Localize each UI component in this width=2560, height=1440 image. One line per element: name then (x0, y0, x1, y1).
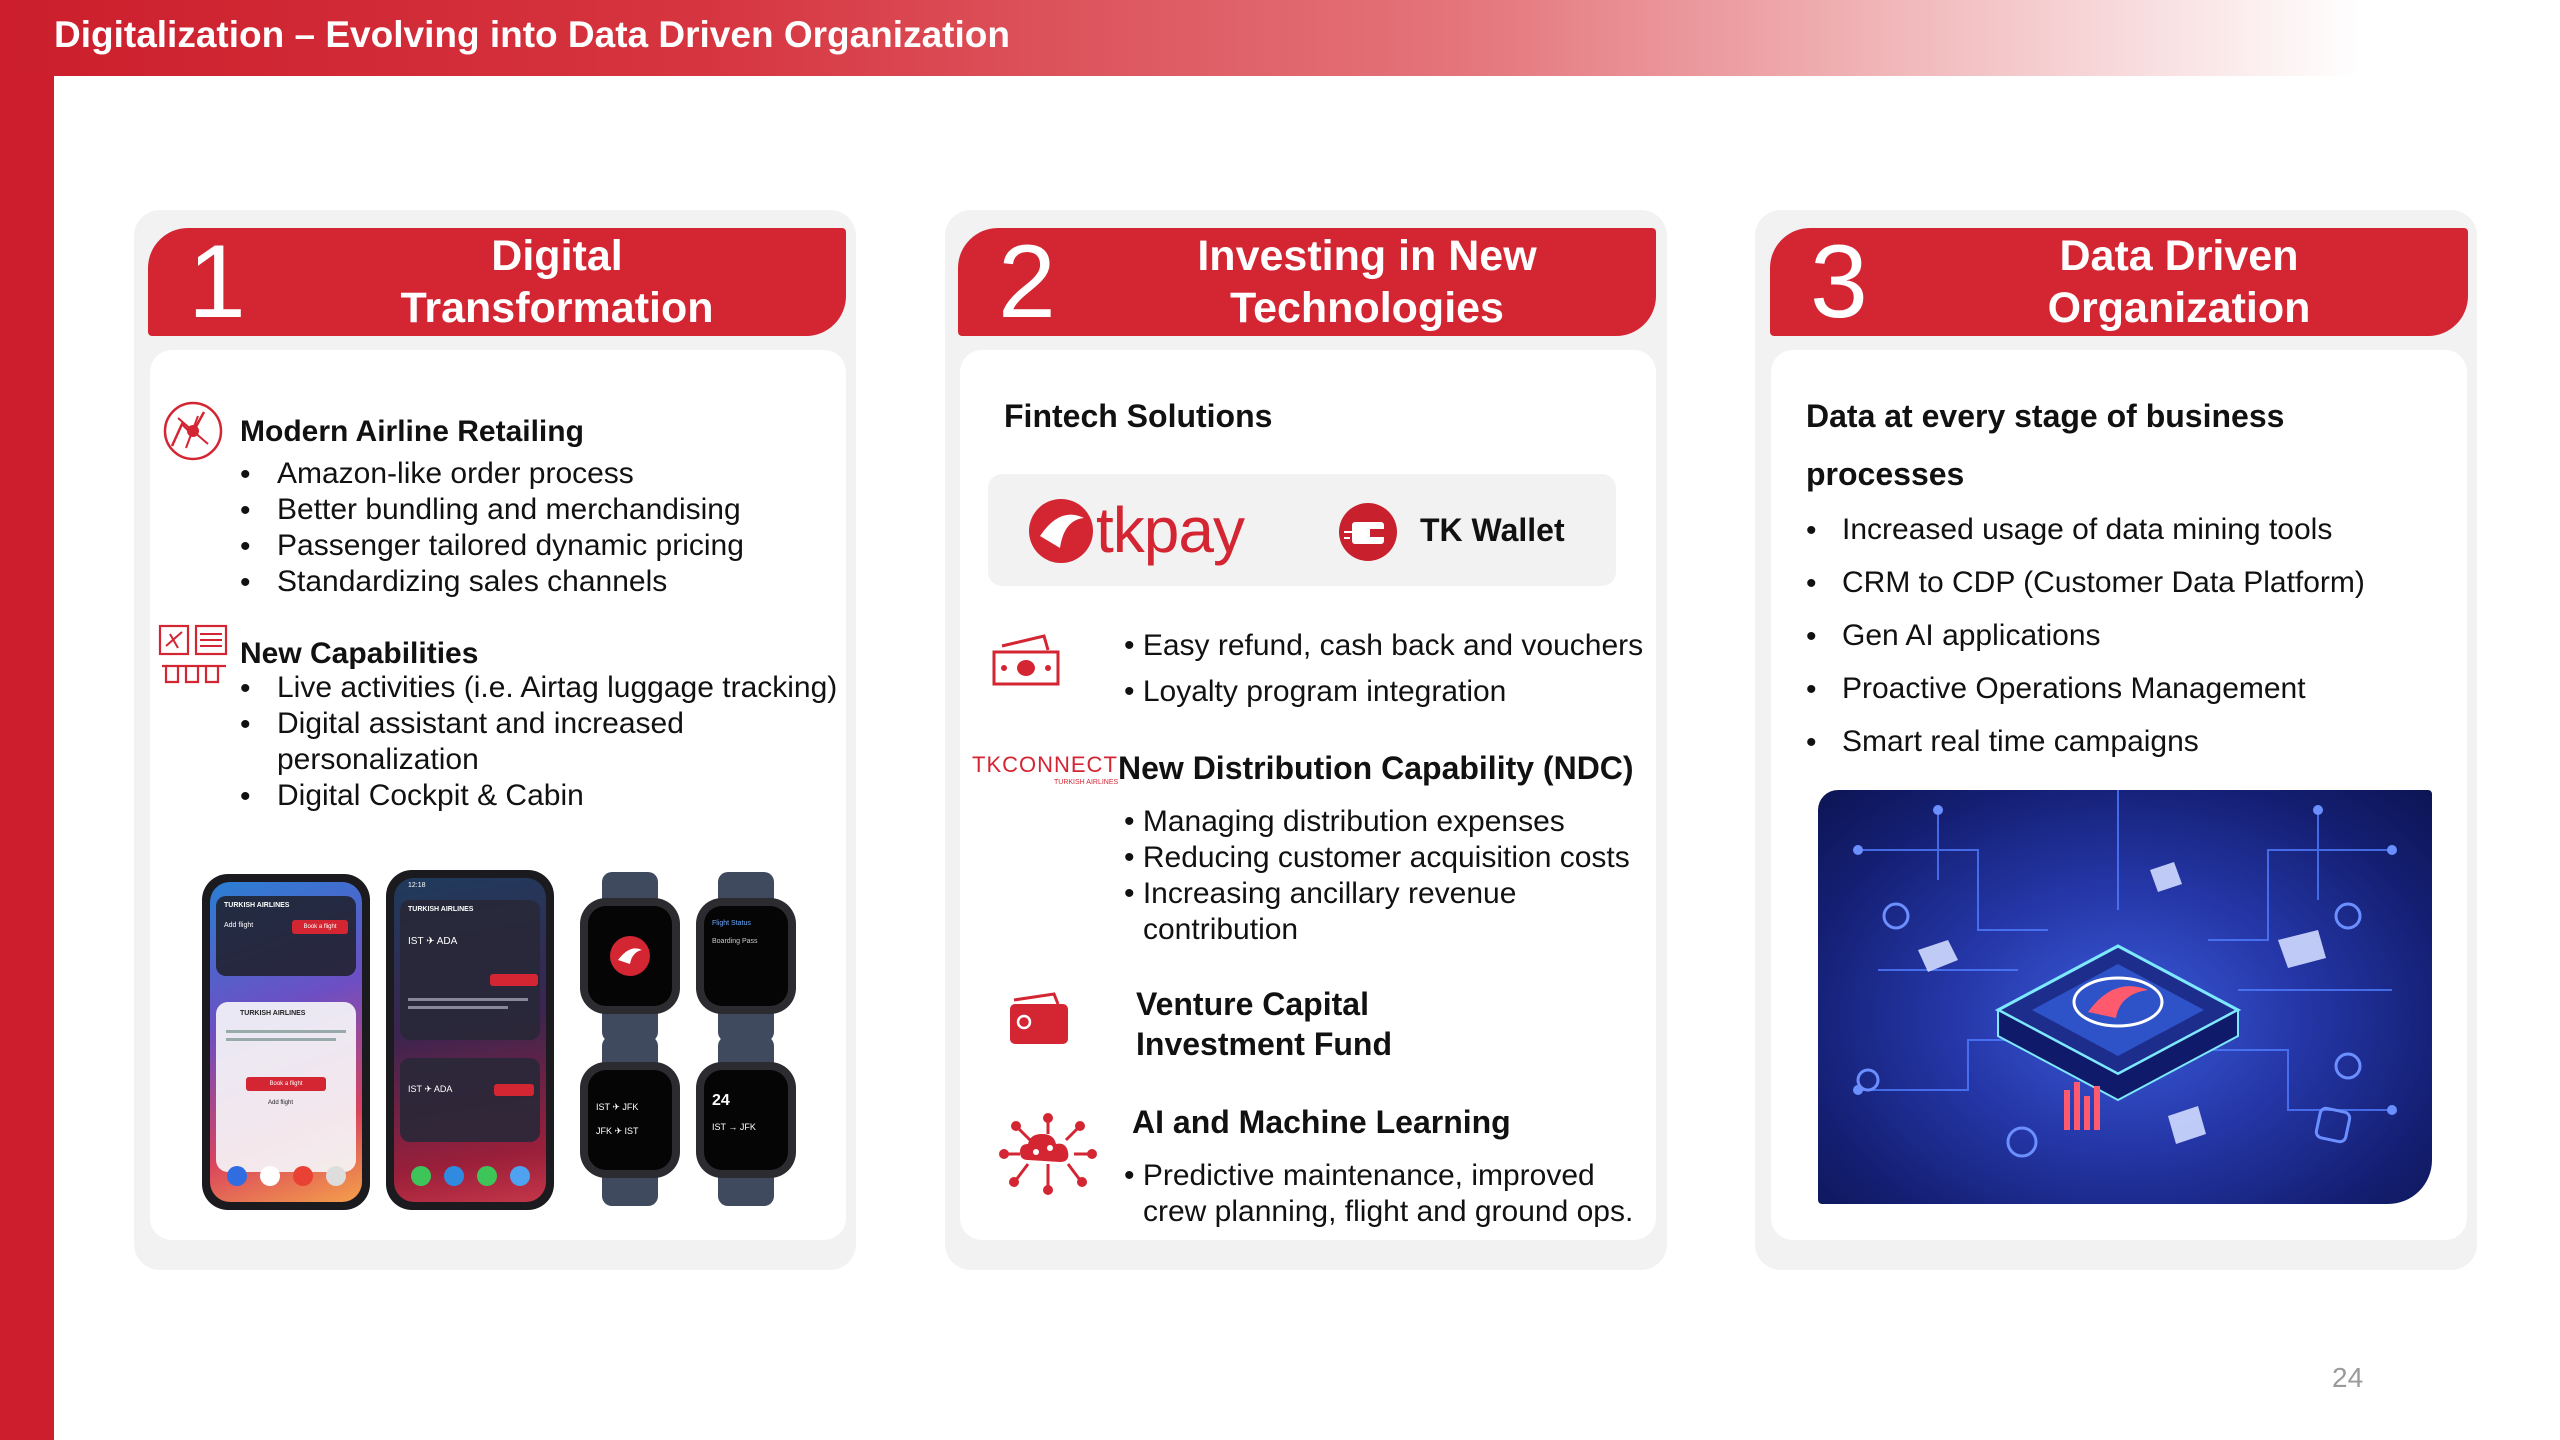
data-platform-illustration (1818, 790, 2432, 1204)
watch-boarding: Boarding Pass (712, 938, 758, 945)
bullet-dot: • (240, 494, 251, 527)
tkpay-logo-text: tkpay (1096, 494, 1244, 566)
cash-refund-icon (990, 632, 1062, 688)
page-title: Digitalization – Evolving into Data Driven Organization (54, 14, 1010, 55)
retail-icon (158, 396, 228, 466)
bullet-dot: • (240, 780, 251, 813)
ai-heading: AI and Machine Learning (1132, 1104, 1511, 1140)
column-title-line1: Digital (491, 232, 623, 280)
add-flight-link[interactable]: Add flight (268, 1100, 294, 1106)
column-header-1 (148, 224, 846, 340)
bullet-dot: • (240, 566, 251, 599)
phone-mockup-1 (202, 874, 370, 1210)
column-title (1920, 228, 2438, 336)
watch-mockup-2 (696, 872, 796, 1042)
phone1-card-title: TURKISH AIRLINES (240, 1010, 306, 1017)
column-number: 1 (188, 224, 246, 340)
watch-mockup-3 (580, 1036, 680, 1206)
list-item: Digital assistant and increased (277, 707, 684, 740)
list-item: Passenger tailored dynamic pricing (277, 529, 744, 562)
phone1-header: TURKISH AIRLINES (224, 902, 290, 909)
column-header-2 (958, 224, 1656, 340)
column-title (298, 228, 816, 336)
list-item: Better bundling and merchandising (277, 493, 741, 526)
list-item: Gen AI applications (1842, 619, 2101, 652)
column-number: 3 (1810, 224, 1868, 340)
bullet-dot: • (1806, 620, 1817, 653)
bullet-dot: • (240, 708, 251, 741)
column-title-line1: Data Driven (2059, 232, 2299, 280)
column-title-line2: Organization (2047, 284, 2311, 332)
wallet-icon (1004, 990, 1074, 1050)
tkconnect-logo: TKCONNECT (972, 752, 1118, 777)
capabilities-icon (158, 622, 230, 690)
list-item: • Managing distribution expenses (1124, 805, 1565, 838)
list-item: • Increasing ancillary revenue (1124, 877, 1517, 910)
list-item-continuation: crew planning, flight and ground ops. (1143, 1195, 1634, 1228)
fintech-heading: Fintech Solutions (1004, 398, 1273, 434)
bullet-dot: • (1806, 567, 1817, 600)
vc-line2: Investment Fund (1136, 1026, 1393, 1062)
column-title-line2: Transformation (400, 284, 714, 332)
list-item: Smart real time campaigns (1842, 725, 2199, 758)
column-header-3 (1770, 224, 2468, 340)
column-number: 2 (998, 224, 1056, 340)
watch-route: IST → JFK (712, 1122, 756, 1132)
list-item: • Loyalty program integration (1124, 675, 1507, 708)
bullet-dot: • (240, 458, 251, 491)
vc-line1: Venture Capital (1136, 986, 1369, 1022)
watch-date: 24 (712, 1092, 730, 1109)
phone1-link: Add flight (224, 922, 254, 929)
watch-route-1: IST ✈ JFK (596, 1102, 639, 1112)
bullet-dot: • (1806, 673, 1817, 706)
column-title-line1: Investing in New (1197, 232, 1537, 280)
watch-mockup-4 (696, 1036, 796, 1206)
list-item: Live activities (i.e. Airtag luggage tracking) (277, 671, 838, 704)
phone-mockup-2 (386, 870, 554, 1210)
section-heading: New Capabilities (240, 637, 479, 670)
tk-wallet-label: TK Wallet (1420, 512, 1565, 548)
phone2-bottom-route: IST ✈ ADA (408, 1084, 453, 1094)
tk-wallet-icon (1338, 502, 1398, 562)
list-item: • Reducing customer acquisition costs (1124, 841, 1630, 874)
watch-route-2: JFK ✈ IST (596, 1126, 639, 1136)
list-item: Amazon-like order process (277, 457, 634, 490)
ai-network-icon (998, 1108, 1098, 1198)
book-flight-button[interactable]: Book a flight (292, 920, 348, 934)
bullet-dot: • (1806, 514, 1817, 547)
column-title (1108, 228, 1626, 336)
left-accent-bar (0, 0, 54, 1440)
phone2-header: TURKISH AIRLINES (408, 906, 474, 913)
section-heading: Modern Airline Retailing (240, 415, 584, 448)
ndc-heading: New Distribution Capability (NDC) (1118, 750, 1634, 786)
tkconnect-sub: TURKISH AIRLINES (1054, 779, 1119, 786)
bullet-dot: • (240, 672, 251, 705)
list-item: Standardizing sales channels (277, 565, 668, 598)
list-item: • Easy refund, cash back and vouchers (1124, 629, 1644, 662)
book-flight-button-2[interactable]: Book a flight (246, 1077, 326, 1091)
tkpay-logo-icon (1026, 496, 1096, 566)
list-item-continuation: personalization (277, 743, 479, 776)
column-title-line2: Technologies (1230, 284, 1504, 332)
data-heading-line1: Data at every stage of business (1806, 398, 2285, 434)
list-item: CRM to CDP (Customer Data Platform) (1842, 566, 2365, 599)
data-heading-line2: processes (1806, 456, 1965, 492)
airline-logo-icon (608, 934, 652, 978)
phone2-time: 12:18 (408, 882, 426, 889)
watch-status: Flight Status (712, 920, 751, 927)
bullet-dot: • (1806, 726, 1817, 759)
watch-mockup-1 (580, 872, 680, 1042)
list-item: Digital Cockpit & Cabin (277, 779, 584, 812)
list-item: Increased usage of data mining tools (1842, 513, 2333, 546)
phone2-route: IST ✈ ADA (408, 936, 458, 947)
list-item: • Predictive maintenance, improved (1124, 1159, 1595, 1192)
list-item-continuation: contribution (1143, 913, 1299, 946)
page-number: 24 (2332, 1362, 2364, 1393)
bullet-dot: • (240, 530, 251, 563)
list-item: Proactive Operations Management (1842, 672, 2306, 705)
